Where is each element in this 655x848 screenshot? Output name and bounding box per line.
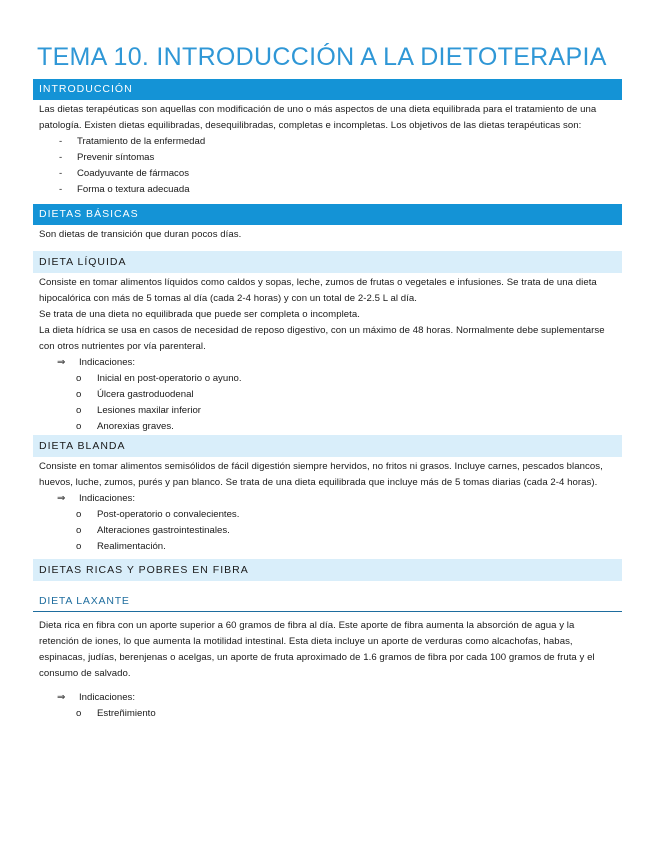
section-heading-dietas-basicas: DIETAS BÁSICAS [33, 204, 622, 225]
section-heading-introduccion: INTRODUCCIÓN [33, 79, 622, 100]
list-item: o Post-operatorio o convalecientes. [33, 507, 622, 523]
list-item: o Realimentación. [33, 539, 622, 555]
circle-bullet: o [76, 541, 82, 552]
list-item: - Coadyuvante de fármacos [33, 166, 622, 182]
arrow-icon: ⇒ [57, 357, 66, 368]
circle-bullet: o [76, 708, 82, 719]
dash-bullet: - [59, 168, 63, 179]
list-item: o Estreñimiento [33, 706, 622, 722]
indications-label: ⇒ Indicaciones: [33, 355, 622, 371]
circle-bullet: o [76, 373, 82, 384]
blanda-indications-list [33, 507, 622, 555]
intro-paragraph: Las dietas terapéuticas son aquellas con modificación de uno o más aspectos de una dieta equilibrada para el tratamiento de una patología. Existen dietas equilibradas, desequilibradas, completas e incompletas. Los objetivos de las dietas terapéuticas son: [39, 104, 597, 131]
list-item: - Prevenir síntomas [33, 150, 622, 166]
subsection-heading-dieta-liquida: DIETA LÍQUIDA [33, 251, 622, 273]
arrow-icon: ⇒ [57, 493, 66, 504]
dash-bullet: - [59, 152, 63, 163]
laxante-indications-list [33, 706, 622, 722]
objectives-list [33, 134, 622, 198]
circle-bullet: o [76, 389, 82, 400]
list-item: o Alteraciones gastrointestinales. [33, 523, 622, 539]
blanda-paragraph: Consiste en tomar alimentos semisólidos de fácil digestión siempre hervidos, no fritos ni grasos. Incluye carnes, pescados blancos, huevos, luche, zumos, purés y pan blanco. Se trata de una dieta equilibrada que incluye más de 5 tomas diarias (cada 2-4 horas). [39, 461, 603, 488]
page-title: TEMA 10. INTRODUCCIÓN A LA DIETOTERAPIA [37, 43, 607, 71]
basicas-paragraph: Son dietas de transición que duran pocos días. [39, 229, 242, 240]
subsection-heading-dieta-laxante: DIETA LAXANTE [33, 589, 622, 612]
subsection-heading-dietas-fibra: DIETAS RICAS Y POBRES EN FIBRA [33, 559, 622, 581]
indications-label: ⇒ Indicaciones: [33, 690, 622, 706]
list-item: - Tratamiento de la enfermedad [33, 134, 622, 150]
list-item: o Úlcera gastroduodenal [33, 387, 622, 403]
circle-bullet: o [76, 421, 82, 432]
arrow-icon: ⇒ [57, 692, 66, 703]
list-item: - Forma o textura adecuada [33, 182, 622, 198]
indications-label: ⇒ Indicaciones: [33, 491, 622, 507]
circle-bullet: o [76, 509, 82, 520]
liquida-indications-list [33, 371, 622, 435]
laxante-paragraph: Dieta rica en fibra con un aporte superior a 60 gramos de fibra al día. Este aporte de fibra aumenta la absorción de agua y la retención de iones, lo que aumenta la motilidad intestinal. Esta dieta incluye un aporte de verduras como alcachofas, habas, espinacas, judías, berenjenas o acelgas, un aporte de fruta aproximado de 1.6 gramos de fibra por cada 100 gramos de fruta y el consumo de salvado. [39, 620, 595, 679]
subsection-heading-dieta-blanda: DIETA BLANDA [33, 435, 622, 457]
circle-bullet: o [76, 525, 82, 536]
list-item: o Lesiones maxilar inferior [33, 403, 622, 419]
dash-bullet: - [59, 184, 63, 195]
liquida-paragraph-1: Consiste en tomar alimentos líquidos como caldos y sopas, leche, zumos de frutas o vegetales e infusiones. Se trata de una dieta hipocalórica con más de 5 tomas al día (cada 2-4 horas) y con un total de 2-2.5 L al día. [39, 277, 597, 304]
list-item: o Inicial en post-operatorio o ayuno. [33, 371, 622, 387]
liquida-paragraph-2: Se trata de una dieta no equilibrada que puede ser completa o incompleta. [39, 309, 360, 320]
dash-bullet: - [59, 136, 63, 147]
circle-bullet: o [76, 405, 82, 416]
list-item: o Anorexias graves. [33, 419, 622, 435]
liquida-paragraph-3: La dieta hídrica se usa en casos de necesidad de reposo digestivo, con un máximo de 48 horas. Normalmente debe suplementarse con otros nutrientes por vía parenteral. [39, 325, 605, 352]
